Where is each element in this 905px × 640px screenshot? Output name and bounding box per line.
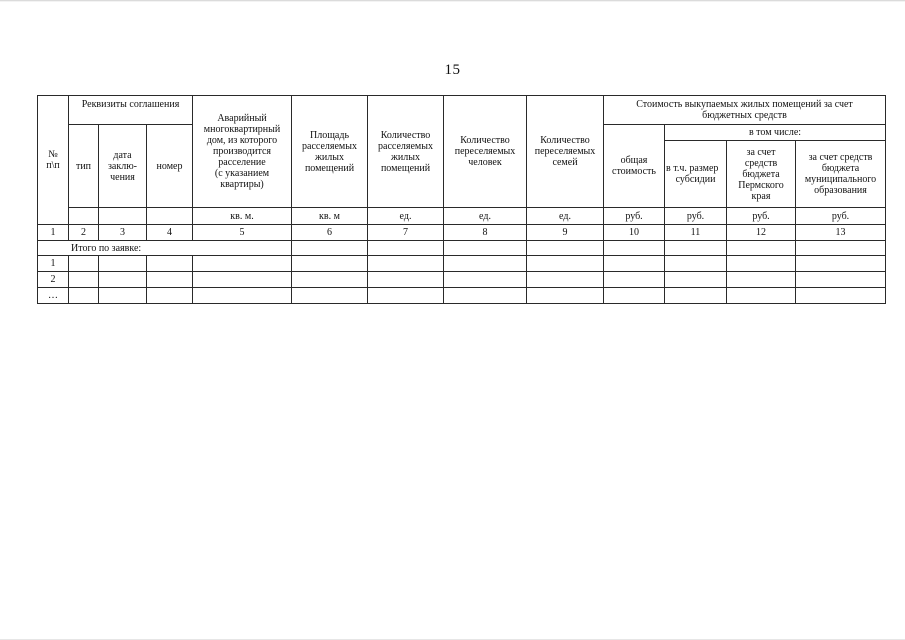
table-cell — [665, 256, 727, 272]
header-area-line: расселяемых — [302, 140, 357, 152]
header-regional-line: края — [751, 190, 771, 202]
header-type: тип — [69, 125, 99, 208]
table-cell — [604, 241, 665, 256]
header-number: номер — [147, 125, 193, 208]
header-total-cost — [604, 125, 665, 208]
table-cell — [727, 256, 796, 272]
table-cell — [368, 256, 444, 272]
table-cell — [193, 288, 292, 304]
header-num-line: № — [48, 149, 58, 160]
table-row — [38, 256, 886, 272]
unit-cell — [69, 208, 99, 225]
table-cell — [796, 272, 886, 288]
page-number: 15 — [444, 62, 461, 78]
header-cost-line: Стоимость выкупаемых жилых помещений за счет — [636, 99, 853, 110]
header-cost-group — [604, 96, 886, 125]
column-numbers-row — [38, 225, 886, 241]
table-cell — [292, 256, 368, 272]
header-subsidy — [665, 141, 727, 208]
table-cell — [727, 272, 796, 288]
header-including: в том числе: — [665, 125, 886, 141]
header-date-line: заклю- — [107, 160, 138, 172]
table-cell — [99, 256, 147, 272]
header-regional-line: за счет — [746, 146, 776, 158]
header-families-count — [527, 96, 604, 208]
unit-cell — [147, 208, 193, 225]
header-rooms-line: расселяемых — [378, 140, 433, 152]
table-cell — [99, 288, 147, 304]
header-municipal-line: бюджета — [821, 163, 860, 174]
header-building-line: производится — [213, 146, 271, 157]
header-rooms-count — [368, 96, 444, 208]
table-cell — [368, 241, 444, 256]
header-cost-line: бюджетных средств — [702, 110, 787, 121]
header-date-line: чения — [110, 171, 135, 183]
table-cell — [796, 288, 886, 304]
table-cell — [727, 241, 796, 256]
header-total-cost-line: стоимость — [612, 166, 656, 177]
header-people-line: Количество — [460, 135, 510, 146]
column-number: 13 — [796, 225, 886, 241]
total-row-label: Итого по заявке: — [38, 241, 292, 256]
header-date-line: дата — [113, 149, 132, 161]
table-cell — [292, 288, 368, 304]
header-building-line: многоквартирный — [203, 124, 281, 135]
table-cell — [604, 288, 665, 304]
table-cell — [193, 272, 292, 288]
column-number: 12 — [727, 225, 796, 241]
header-area — [292, 96, 368, 208]
table-cell — [604, 272, 665, 288]
header-building-line: квартиры) — [220, 179, 264, 190]
table-cell — [292, 272, 368, 288]
header-building-line: расселение — [218, 157, 266, 168]
table-cell — [147, 288, 193, 304]
table-cell — [727, 288, 796, 304]
unit-municipal: руб. — [796, 208, 886, 225]
unit-rooms: ед. — [368, 208, 444, 225]
header-area-line: Площадь — [310, 129, 349, 141]
table-cell — [368, 288, 444, 304]
unit-building: кв. м. — [193, 208, 292, 225]
column-number: 1 — [38, 225, 69, 241]
table-row — [38, 288, 886, 304]
table-cell — [99, 272, 147, 288]
table-cell — [665, 241, 727, 256]
table-cell — [796, 241, 886, 256]
table-cell — [69, 256, 99, 272]
column-number: 6 — [292, 225, 368, 241]
header-rooms-line: жилых — [391, 151, 420, 163]
header-building-line: (с указанием — [214, 168, 270, 179]
header-area-line: помещений — [304, 162, 355, 174]
table-cell — [193, 256, 292, 272]
row-label: 2 — [38, 272, 69, 288]
header-people-count — [444, 96, 527, 208]
table-cell — [604, 256, 665, 272]
table-cell — [292, 241, 368, 256]
table-cell — [147, 256, 193, 272]
table-cell — [796, 256, 886, 272]
table-cell — [527, 288, 604, 304]
unit-subsidy: руб. — [665, 208, 727, 225]
unit-cell — [99, 208, 147, 225]
header-regional-line: Пермского — [738, 179, 784, 191]
table-cell — [527, 272, 604, 288]
row-label: 1 — [38, 256, 69, 272]
header-building-line: дом, из которого — [206, 135, 278, 146]
header-total-cost-line: общая — [620, 155, 648, 166]
table-cell — [147, 272, 193, 288]
column-number: 4 — [147, 225, 193, 241]
header-municipal-line: муниципального — [804, 174, 877, 185]
units-row — [38, 208, 886, 225]
header-families-line: переселяемых — [534, 146, 596, 157]
table-cell — [368, 272, 444, 288]
scan-edge-top — [0, 0, 905, 2]
column-number: 8 — [444, 225, 527, 241]
header-municipal-line: образования — [814, 185, 867, 196]
header-people-line: переселяемых — [454, 146, 516, 157]
unit-regional: руб. — [727, 208, 796, 225]
table-cell — [527, 256, 604, 272]
unit-families: ед. — [527, 208, 604, 225]
header-regional-line: средств — [744, 157, 778, 169]
header-agreement-group: Реквизиты соглашения — [69, 96, 193, 125]
header-municipal-budget — [796, 141, 886, 208]
table-cell — [69, 272, 99, 288]
table-cell — [69, 288, 99, 304]
column-number: 5 — [193, 225, 292, 241]
unit-total-cost: руб. — [604, 208, 665, 225]
header-row-1 — [38, 96, 886, 125]
unit-people: ед. — [444, 208, 527, 225]
column-number: 7 — [368, 225, 444, 241]
header-regional-line: бюджета — [742, 168, 780, 180]
unit-area: кв. м — [292, 208, 368, 225]
total-row — [38, 241, 886, 256]
header-rooms-line: помещений — [380, 162, 431, 174]
header-building — [193, 96, 292, 208]
column-number: 2 — [69, 225, 99, 241]
table-cell — [527, 241, 604, 256]
header-num — [38, 96, 69, 225]
header-subsidy-line: в т.ч. размер — [666, 163, 719, 174]
header-building-line: Аварийный — [217, 113, 267, 124]
header-rooms-line: Количество — [380, 129, 431, 141]
column-number: 11 — [665, 225, 727, 241]
header-regional-budget — [727, 141, 796, 208]
table-cell — [665, 288, 727, 304]
header-date — [99, 125, 147, 208]
column-number: 10 — [604, 225, 665, 241]
header-municipal-line: за счет средств — [808, 152, 873, 163]
header-num-line: п\п — [46, 160, 60, 171]
table-cell — [444, 256, 527, 272]
column-number: 9 — [527, 225, 604, 241]
header-area-line: жилых — [315, 151, 344, 163]
application-table — [37, 95, 886, 304]
table-row — [38, 272, 886, 288]
table-cell — [665, 272, 727, 288]
table-cell — [444, 288, 527, 304]
header-families-line: семей — [552, 157, 578, 168]
table-cell — [444, 241, 527, 256]
column-number: 3 — [99, 225, 147, 241]
header-subsidy-line: субсидии — [675, 174, 716, 185]
header-families-line: Количество — [540, 135, 590, 146]
table-cell — [444, 272, 527, 288]
row-label: … — [38, 288, 69, 304]
header-people-line: человек — [468, 157, 502, 168]
